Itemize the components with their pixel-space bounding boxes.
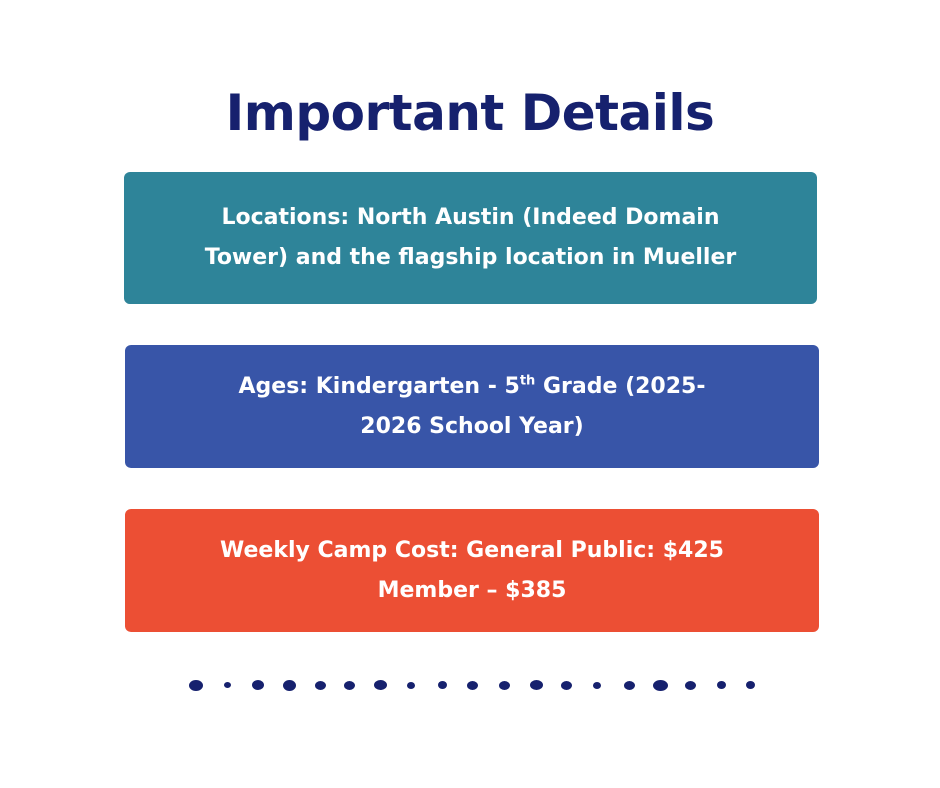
decorative-dot: [438, 681, 447, 689]
locations-card: [124, 172, 817, 304]
cost-line-1: Weekly Camp Cost: General Public: $425: [220, 537, 724, 563]
ages-line-1: [239, 367, 706, 407]
decorative-dot: [224, 682, 231, 688]
ages-line-2: 2026 School Year): [360, 413, 584, 439]
decorative-dot: [407, 682, 415, 689]
ages-card: [125, 345, 819, 468]
decorative-dot: [499, 681, 510, 690]
decorative-dot: [530, 680, 543, 690]
cost-text: [220, 531, 724, 611]
locations-line-2: Tower) and the flagship location in Mueller: [204, 245, 737, 270]
decorative-dot: [374, 680, 387, 690]
cost-card: [125, 509, 819, 632]
decorative-dot: [717, 681, 726, 689]
cost-line-2: Member – $385: [377, 577, 567, 603]
ages-line-1-end: Grade (2025-: [535, 373, 706, 399]
locations-line-1: Locations: North Austin (Indeed Domain: [221, 205, 720, 230]
decorative-dot: [344, 681, 355, 690]
decorative-dot: [624, 681, 635, 690]
decorative-dot: [189, 680, 203, 691]
decorative-dot: [283, 680, 296, 691]
decorative-dot: [252, 680, 264, 690]
locations-text: [205, 198, 737, 278]
page-title: Important Details: [225, 84, 715, 142]
ages-text: [239, 367, 706, 447]
decorative-dot: [561, 681, 572, 690]
decorative-dot: [685, 681, 696, 690]
decorative-dot: [593, 682, 601, 689]
decorative-dot: [315, 681, 326, 690]
ages-line-1-start: Ages: Kindergarten - 5: [238, 373, 520, 399]
decorative-dot: [653, 680, 668, 691]
decorative-dot: [467, 681, 478, 690]
decorative-dot: [746, 681, 755, 689]
ages-ordinal-suffix: th: [519, 373, 536, 389]
